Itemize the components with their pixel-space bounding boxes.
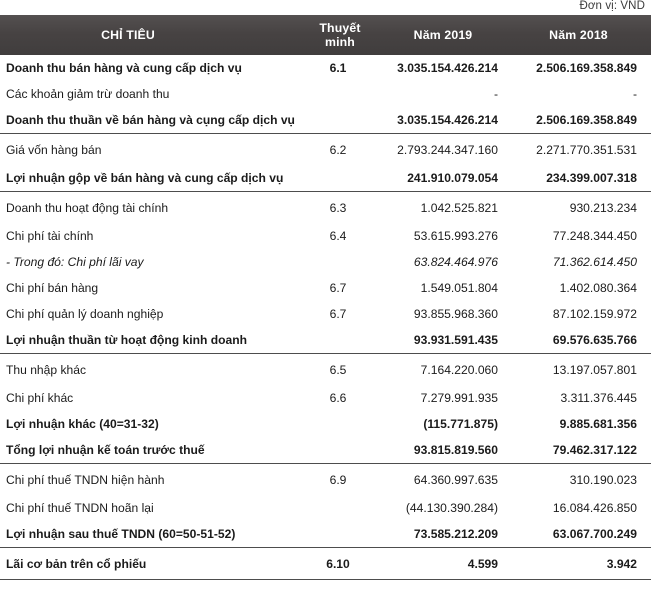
row-label: - Trong đó: Chi phí lãi vay [0, 249, 300, 275]
row-value-2019: 7.279.991.935 [380, 385, 520, 411]
row-value-2018: 3.311.376.445 [520, 385, 651, 411]
row-value-2018: 16.084.426.850 [520, 495, 651, 521]
row-value-2019: 63.824.464.976 [380, 249, 520, 275]
column-header-note [300, 15, 380, 55]
table-row [0, 495, 651, 521]
row-value-2019: 3.035.154.426.214 [380, 107, 520, 134]
row-label: Lãi cơ bản trên cổ phiếu [0, 548, 300, 580]
row-value-2018: 310.190.023 [520, 464, 651, 496]
table-footer [0, 580, 651, 590]
row-value-2018: 2.506.169.358.849 [520, 55, 651, 81]
row-value-2019: 1.549.051.804 [380, 275, 520, 301]
table-row [0, 411, 651, 437]
row-value-2019: 73.585.212.209 [380, 521, 520, 548]
table-row [0, 437, 651, 464]
row-value-2019: (44.130.390.284) [380, 495, 520, 521]
row-note-reference: 6.5 [300, 354, 380, 386]
row-value-2018: 2.271.770.351.531 [520, 134, 651, 166]
row-value-2018: 71.362.614.450 [520, 249, 651, 275]
row-label: Chi phí quản lý doanh nghiệp [0, 301, 300, 327]
row-note-reference: 6.7 [300, 275, 380, 301]
row-label: Doanh thu thuần về bán hàng và cụng cấp dịch vụ [0, 107, 300, 134]
row-label: Các khoản giảm trừ doanh thu [0, 81, 300, 107]
table-bottom-rule [0, 580, 651, 590]
table-row [0, 223, 651, 249]
table-row [0, 275, 651, 301]
table-body [0, 55, 651, 580]
row-label: Tổng lợi nhuận kế toán trước thuế [0, 437, 300, 464]
table-header [0, 15, 651, 55]
row-label: Lợi nhuận sau thuế TNDN (60=50-51-52) [0, 521, 300, 548]
table-row [0, 192, 651, 224]
row-note-reference [300, 165, 380, 192]
row-value-2019: 7.164.220.060 [380, 354, 520, 386]
column-header-note-line1: Thuyết [300, 21, 380, 35]
column-header-indicator: CHỈ TIÊU [0, 15, 300, 55]
table-footer-row [0, 580, 651, 590]
row-value-2019: (115.771.875) [380, 411, 520, 437]
row-note-reference [300, 437, 380, 464]
table-row [0, 81, 651, 107]
table-row [0, 134, 651, 166]
row-note-reference [300, 521, 380, 548]
row-value-2019: 93.855.968.360 [380, 301, 520, 327]
row-label: Giá vốn hàng bán [0, 134, 300, 166]
table-row [0, 301, 651, 327]
income-statement-table [0, 15, 651, 590]
row-value-2018: - [520, 81, 651, 107]
table-row [0, 385, 651, 411]
column-header-note-line2: minh [300, 35, 380, 49]
row-label: Chi phí thuế TNDN hiện hành [0, 464, 300, 496]
row-label: Doanh thu hoạt động tài chính [0, 192, 300, 224]
row-value-2018: 69.576.635.766 [520, 327, 651, 354]
row-value-2018: 1.402.080.364 [520, 275, 651, 301]
row-note-reference [300, 327, 380, 354]
row-value-2019: 93.815.819.560 [380, 437, 520, 464]
row-note-reference: 6.9 [300, 464, 380, 496]
row-label: Chi phí bán hàng [0, 275, 300, 301]
row-note-reference [300, 107, 380, 134]
row-label: Lợi nhuận gộp về bán hàng và cung cấp dịch vụ [0, 165, 300, 192]
row-value-2019: 53.615.993.276 [380, 223, 520, 249]
row-value-2018: 2.506.169.358.849 [520, 107, 651, 134]
row-label: Lợi nhuận thuần từ hoạt động kinh doanh [0, 327, 300, 354]
row-value-2018: 3.942 [520, 548, 651, 580]
row-value-2019: 64.360.997.635 [380, 464, 520, 496]
row-note-reference [300, 495, 380, 521]
row-value-2019: 2.793.244.347.160 [380, 134, 520, 166]
row-note-reference [300, 81, 380, 107]
row-label: Doanh thu bán hàng và cung cấp dịch vụ [0, 55, 300, 81]
row-value-2019: 93.931.591.435 [380, 327, 520, 354]
row-value-2019: 1.042.525.821 [380, 192, 520, 224]
row-note-reference [300, 249, 380, 275]
table-row [0, 521, 651, 548]
unit-caption: Đơn vị: VND [579, 0, 645, 12]
row-value-2019: 4.599 [380, 548, 520, 580]
row-note-reference: 6.10 [300, 548, 380, 580]
row-label: Thu nhập khác [0, 354, 300, 386]
row-label: Chi phí thuế TNDN hoãn lại [0, 495, 300, 521]
row-value-2018: 79.462.317.122 [520, 437, 651, 464]
row-value-2018: 77.248.344.450 [520, 223, 651, 249]
table-row [0, 165, 651, 192]
table-row [0, 548, 651, 580]
row-note-reference [300, 411, 380, 437]
row-value-2018: 87.102.159.972 [520, 301, 651, 327]
row-value-2018: 234.399.007.318 [520, 165, 651, 192]
table-row [0, 55, 651, 81]
row-value-2018: 9.885.681.356 [520, 411, 651, 437]
table-row [0, 107, 651, 134]
column-header-year-2019: Năm 2019 [380, 15, 520, 55]
row-note-reference: 6.3 [300, 192, 380, 224]
row-note-reference: 6.7 [300, 301, 380, 327]
row-label: Chi phí khác [0, 385, 300, 411]
row-value-2019: - [380, 81, 520, 107]
row-note-reference: 6.2 [300, 134, 380, 166]
row-note-reference: 6.6 [300, 385, 380, 411]
table-row [0, 249, 651, 275]
table-row [0, 464, 651, 496]
row-note-reference: 6.4 [300, 223, 380, 249]
row-value-2018: 63.067.700.249 [520, 521, 651, 548]
row-note-reference: 6.1 [300, 55, 380, 81]
row-value-2018: 930.213.234 [520, 192, 651, 224]
row-value-2019: 3.035.154.426.214 [380, 55, 520, 81]
row-label: Chi phí tài chính [0, 223, 300, 249]
table-row [0, 354, 651, 386]
table-header-row [0, 15, 651, 55]
column-header-year-2018: Năm 2018 [520, 15, 651, 55]
table-row [0, 327, 651, 354]
row-value-2019: 241.910.079.054 [380, 165, 520, 192]
row-value-2018: 13.197.057.801 [520, 354, 651, 386]
row-label: Lợi nhuận khác (40=31-32) [0, 411, 300, 437]
